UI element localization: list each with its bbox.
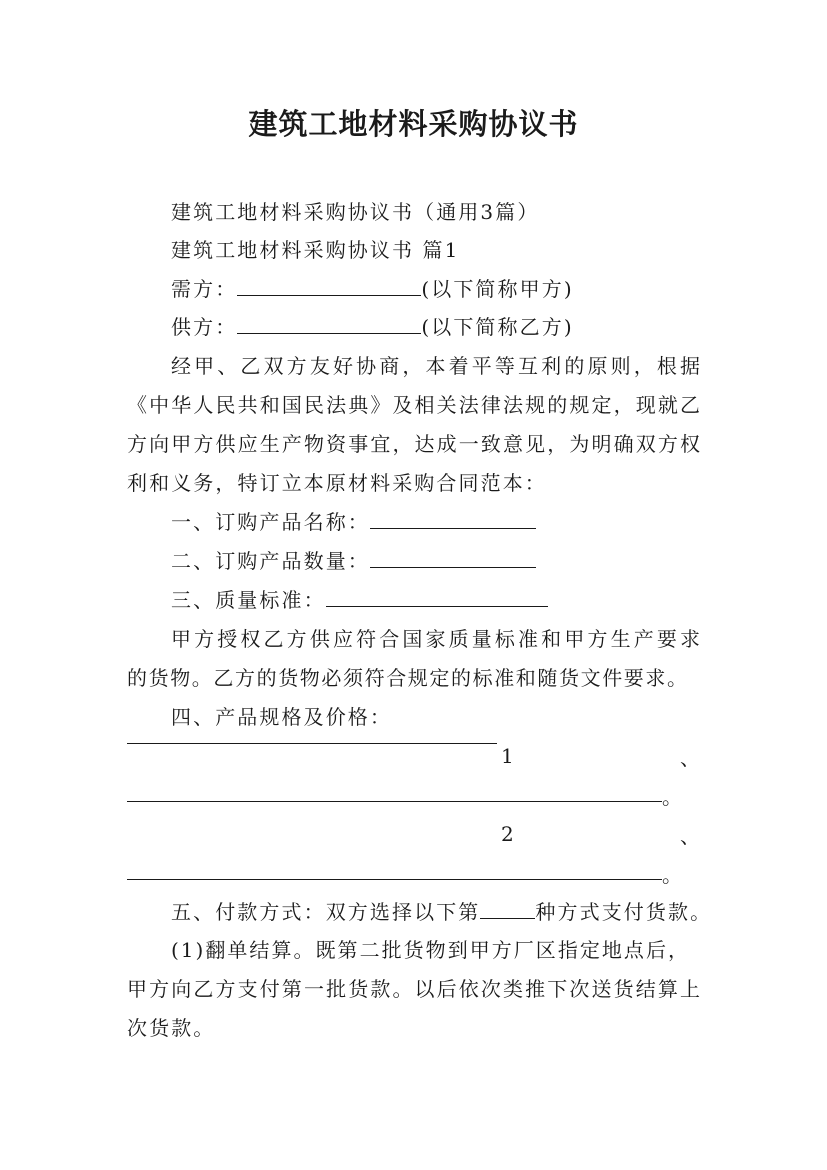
paragraph-3-line-3: 次货款。: [127, 1016, 216, 1040]
supplier-label: 供方：: [171, 315, 238, 339]
paragraph-1-line-3: 方向甲方供应生产物资事宜，达成一致意见，为明确双方权: [127, 432, 702, 456]
spec-2-number: 2: [501, 822, 514, 846]
document-title: 建筑工地材料采购协议书: [248, 107, 579, 141]
document-subtitle: 建筑工地材料采购协议书（通用3篇）: [171, 200, 540, 224]
item-2-label: 二、订购产品数量：: [171, 549, 370, 573]
item-5-suffix: 种方式支付货款。: [535, 900, 713, 924]
spec-2-blank: [127, 879, 662, 880]
item-5-blank: [480, 900, 535, 919]
item-2-line: [171, 549, 536, 573]
spec-1-blank-before: [127, 743, 497, 744]
item-1-label: 一、订购产品名称：: [171, 510, 370, 534]
item-4-heading: 四、产品规格及价格：: [171, 705, 392, 729]
supplier-blank: [237, 315, 421, 334]
paragraph-1-line-1: 经甲、乙双方友好协商，本着平等互利的原则，根据: [171, 354, 702, 378]
spec-2-end: 。: [662, 863, 682, 887]
paragraph-2-line-2: 的货物。乙方的货物必须符合规定的标准和随货文件要求。: [127, 666, 689, 690]
spec-1-blank: [127, 801, 662, 802]
paragraph-3-line-1: (1)翻单结算。既第二批货物到甲方厂区指定地点后，: [171, 938, 690, 962]
spec-1-number: 1: [501, 744, 514, 768]
buyer-suffix: (以下简称甲方): [421, 277, 574, 301]
paragraph-1-line-4: 利和义务，特订立本原材料采购合同范本：: [127, 471, 547, 495]
paragraph-2-line-1: 甲方授权乙方供应符合国家质量标准和甲方生产要求: [171, 627, 702, 651]
item-2-blank: [370, 549, 536, 568]
buyer-line: [171, 277, 574, 301]
item-1-line: [171, 510, 536, 534]
item-5-line: [171, 900, 712, 924]
item-3-label: 三、质量标准：: [171, 588, 326, 612]
buyer-label: 需方：: [171, 277, 238, 301]
buyer-blank: [237, 277, 421, 296]
paragraph-1-line-2: 《中华人民共和国民法典》及相关法律法规的规定，现就乙: [127, 393, 702, 417]
spec-1-end: 。: [662, 785, 682, 809]
item-1-blank: [370, 510, 536, 529]
item-3-line: [171, 588, 548, 612]
item-5-label: 五、付款方式：双方选择以下第: [171, 900, 481, 924]
item-3-blank: [326, 588, 548, 607]
spec-2-comma: 、: [680, 824, 700, 848]
spec-1-comma: 、: [680, 746, 700, 770]
paragraph-3-line-2: 甲方向乙方支付第一批货款。以后依次类推下次送货结算上: [127, 977, 702, 1001]
section-heading: 建筑工地材料采购协议书 篇1: [171, 238, 460, 262]
supplier-line: [171, 315, 574, 339]
supplier-suffix: (以下简称乙方): [421, 315, 574, 339]
